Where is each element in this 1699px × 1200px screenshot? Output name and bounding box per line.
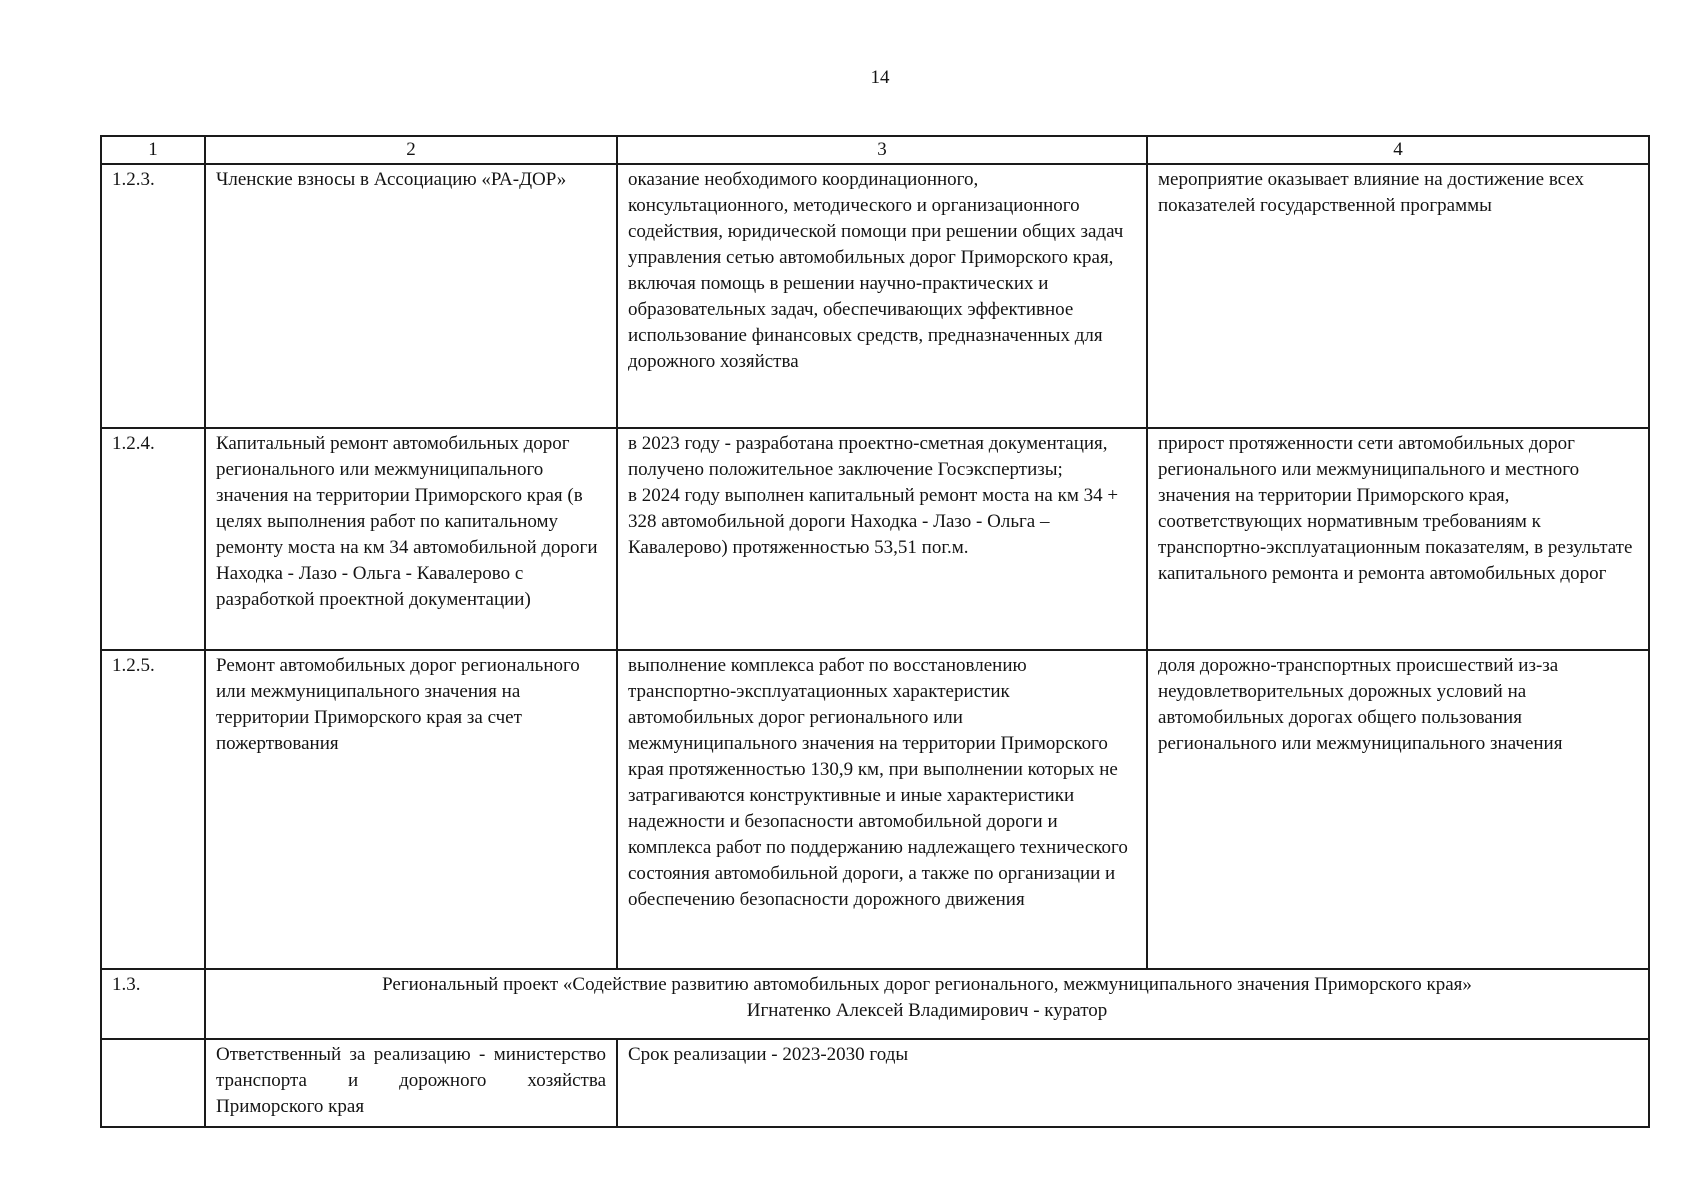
- measure-description: оказание необходимого координационного, консультационного, методического и организационного содействия, юридической помощи при решении общих задач управления сетью автомобильных дорог Приморского края, включая помощь в решении научно-практических и образовательных задач, обеспечивающих эффективное использование финансовых средств, предназначенных для дорожного хозяйства: [617, 164, 1147, 428]
- measure-name: Капитальный ремонт автомобильных дорог регионального или межмуниципального значения на территории Приморского края (в целях выполнения работ по капитальному ремонту моста на км 34 автомобильной дороги Находка - Лазо - Ольга - Кавалерово с разработкой проектной документации): [205, 428, 617, 650]
- program-table: [100, 135, 1650, 1128]
- column-header-3: 3: [617, 136, 1147, 164]
- column-header-2: 2: [205, 136, 617, 164]
- measure-name: Ремонт автомобильных дорог регионального или межмуниципального значения на территории Приморского края за счет пожертвования: [205, 650, 617, 969]
- row-number: 1.2.3.: [101, 164, 205, 428]
- row-number: 1.3.: [101, 969, 205, 1039]
- project-header-cell: [205, 969, 1649, 1039]
- page-number: 14: [870, 67, 890, 88]
- measure-name: Членские взносы в Ассоциацию «РА-ДОР»: [205, 164, 617, 428]
- column-header-1: 1: [101, 136, 205, 164]
- project-details-row: [101, 1039, 1649, 1127]
- project-title: Региональный проект «Содействие развитию автомобильных дорог регионального, межмуниципального значения Приморского края»: [382, 974, 1472, 995]
- description-2024: в 2024 году выполнен капитальный ремонт моста на км 34 + 328 автомобильной дороги Находка - Лазо - Ольга – Кавалерово) протяженностью 53,51 пог.м.: [628, 485, 1119, 558]
- project-curator: Игнатенко Алексей Владимирович - куратор: [746, 1000, 1108, 1021]
- table-row: [101, 428, 1649, 650]
- project-responsible: Ответственный за реализацию - министерство транспорта и дорожного хозяйства Приморского края: [205, 1039, 617, 1127]
- measure-indicator: доля дорожно-транспортных происшествий из-за неудовлетворительных дорожных условий на автомобильных дорогах общего пользования регионального или межмуниципального значения: [1147, 650, 1649, 969]
- measure-description: выполнение комплекса работ по восстановлению транспортно-эксплуатационных характеристик автомобильных дорог регионального или межмуниципального значения на территории Приморского края протяженностью 130,9 км, при выполнении которых не затрагиваются конструктивные и иные характеристики надежности и безопасности автомобильной дороги и комплекса работ по поддержанию надлежащего технического состояния автомобильной дороги, а также по организации и обеспечению безопасности дорожного движения: [617, 650, 1147, 969]
- measure-indicator: прирост протяженности сети автомобильных дорог регионального или межмуниципального и местного значения на территории Приморского края, соответствующих нормативным требованиям к транспортно-эксплуатационным показателям, в результате капитального ремонта и ремонта автомобильных дорог: [1147, 428, 1649, 650]
- row-number: 1.2.4.: [101, 428, 205, 650]
- measure-description: [617, 428, 1147, 650]
- table-row: [101, 164, 1649, 428]
- empty-cell: [101, 1039, 205, 1127]
- row-number: 1.2.5.: [101, 650, 205, 969]
- project-row: [101, 969, 1649, 1039]
- measure-indicator: мероприятие оказывает влияние на достижение всех показателей государственной программы: [1147, 164, 1649, 428]
- description-2023: в 2023 году - разработана проектно-сметная документация, получено положительное заключение Госэкспертизы;: [628, 433, 1108, 480]
- column-header-4: 4: [1147, 136, 1649, 164]
- table-row: [101, 650, 1649, 969]
- project-period: Срок реализации - 2023-2030 годы: [617, 1039, 1649, 1127]
- table-header-row: [101, 136, 1649, 164]
